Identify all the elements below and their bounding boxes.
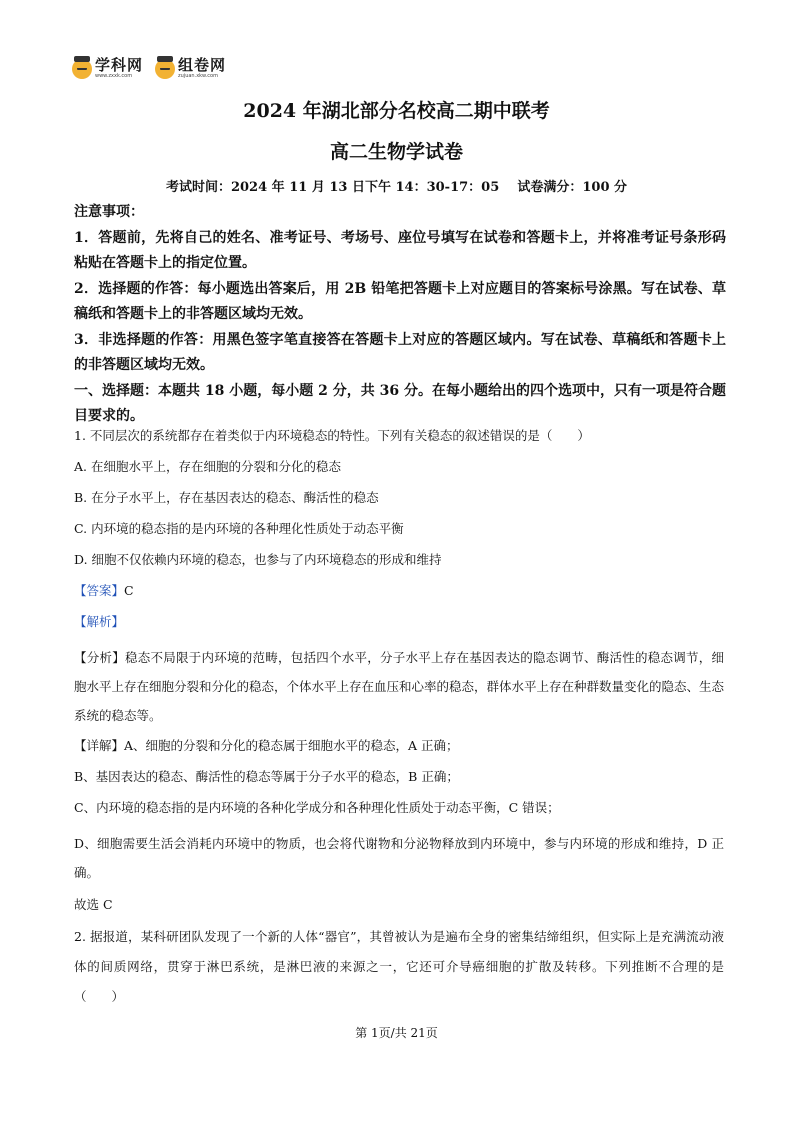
logo-url: www.zxxk.com bbox=[95, 73, 133, 79]
logo-zujuanwang[interactable] bbox=[155, 58, 226, 79]
note-item: 1．答题前，先将自己的姓名、准考证号、考场号、座位号填写在试卷和答题卡上，并将准考证号条形码粘贴在答题卡上的指定位置。 bbox=[74, 229, 726, 271]
xiangjie-a: A、细胞的分裂和分化的稳态属于细胞水平的稳态，A 正确； bbox=[124, 738, 459, 753]
owl-logo-icon bbox=[72, 59, 92, 79]
option-b: B. 在分子水平上，存在基因表达的稳态、酶活性的稳态 bbox=[74, 490, 379, 505]
note-item: 3．非选择题的作答：用黑色签字笔直接答在答题卡上对应的答题区域内。写在试卷、草稿纸和答题卡上的非答题区域均无效。 bbox=[74, 331, 726, 373]
conclusion: 故选 C bbox=[74, 897, 113, 912]
note-item: 2．选择题的作答：每小题选出答案后，用 2B 铅笔把答题卡上对应题目的答案标号涂黑。写在试卷、草稿纸和答题卡上的非答题区域均无效。 bbox=[74, 280, 726, 322]
question-stem: 1. 不同层次的系统都存在着类似于内环境稳态的特性。下列有关稳态的叙述错误的是（ ） bbox=[74, 428, 590, 443]
logo-name: 组卷网 bbox=[178, 56, 227, 74]
xiangjie-d: D、细胞需要生活会消耗内环境中的物质，也会将代谢物和分泌物释放到内环境中，参与内环境的形成和维持，D 正确。 bbox=[74, 836, 724, 880]
header-logos bbox=[72, 58, 226, 79]
fenxi-paragraph bbox=[74, 643, 724, 730]
question-stem: 2. 据报道，某科研团队发现了一个新的人体“器官”，其曾被认为是遍布全身的密集结缔组织，但实际上是充满流动液体的间质网络，贯穿于淋巴系统，是淋巴液的来源之一，它还可介导癌细胞的扩散及转移。下列推断不合理的是（ ） bbox=[74, 929, 724, 1004]
answer-line bbox=[74, 581, 724, 601]
question-2 bbox=[74, 922, 724, 1012]
xiangjie-c: C、内环境的稳态指的是内环境的各种化学成分和各种理化性质处于动态平衡，C 错误； bbox=[74, 800, 560, 815]
notes-section bbox=[74, 200, 726, 430]
exam-meta: 考试时间：2024 年 11 月 13 日下午 14：30-17：05 试卷满分：100 分 bbox=[165, 180, 628, 195]
fenxi-tag: 【分析】 bbox=[74, 650, 125, 665]
owl-logo-icon bbox=[155, 59, 175, 79]
xiangjie-b: B、基因表达的稳态、酶活性的稳态等属于分子水平的稳态，B 正确； bbox=[74, 769, 459, 784]
answer-value: C bbox=[124, 583, 134, 598]
option-d: D. 细胞不仅依赖内环境的稳态，也参与了内环境稳态的形成和维持 bbox=[74, 552, 442, 567]
option-c: C. 内环境的稳态指的是内环境的各种理化性质处于动态平衡 bbox=[74, 521, 404, 536]
exam-title: 2024 年湖北部分名校高二期中联考 bbox=[243, 100, 550, 122]
section-heading: 一、选择题：本题共 18 小题，每小题 2 分，共 36 分。在每小题给出的四个选项中，只有一项是符合题目要求的。 bbox=[74, 382, 726, 424]
logo-url: zujuan.xkw.com bbox=[178, 73, 218, 79]
page-footer: 第 1页/共 21页 bbox=[355, 1026, 438, 1040]
xiangjie-tag: 【详解】 bbox=[74, 738, 125, 753]
notes-heading: 注意事项： bbox=[74, 204, 144, 220]
exam-subtitle: 高二生物学试卷 bbox=[329, 141, 463, 163]
logo-name: 学科网 bbox=[95, 56, 144, 74]
question-1 bbox=[74, 426, 724, 915]
xiangjie-line bbox=[74, 736, 724, 756]
option-a: A. 在细胞水平上，存在细胞的分裂和分化的稳态 bbox=[74, 459, 341, 474]
fenxi-text: 稳态不局限于内环境的范畴，包括四个水平，分子水平上存在基因表达的隐态调节、酶活性的稳态调节，细胞水平上存在细胞分裂和分化的稳态，个体水平上存在血压和心率的稳态，群体水平上存在种群数量变化的隐态、生态系统的稳态等。 bbox=[74, 650, 725, 723]
analysis-tag: 【解析】 bbox=[74, 614, 125, 629]
logo-xuekewang[interactable] bbox=[72, 58, 143, 79]
answer-tag: 【答案】 bbox=[74, 583, 125, 598]
